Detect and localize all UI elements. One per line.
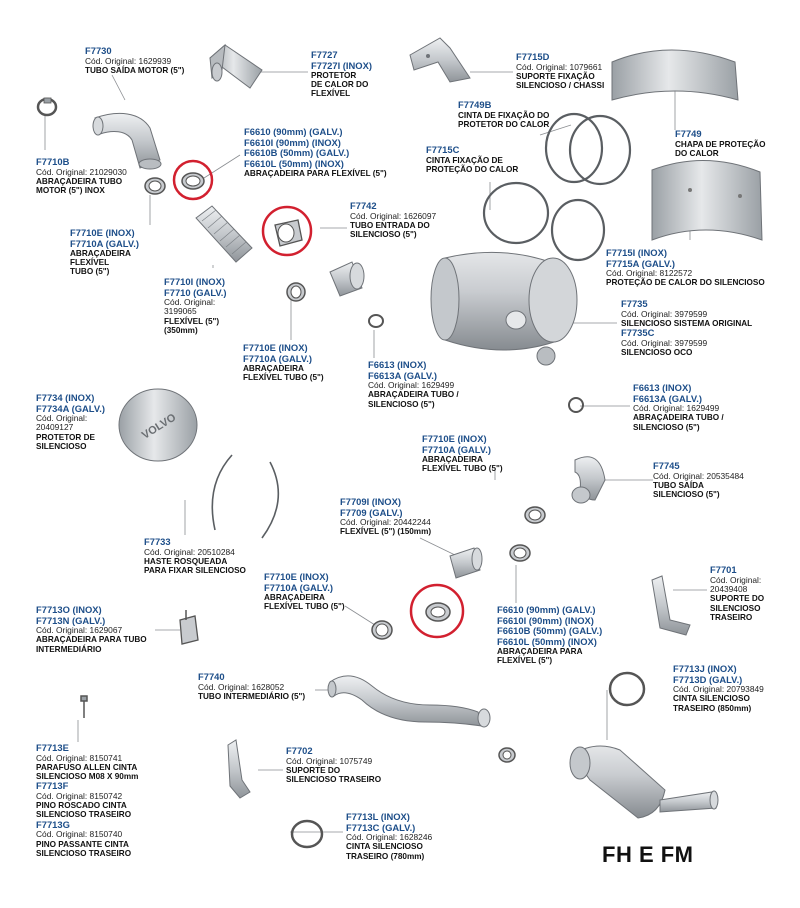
part-small-clamp: [499, 748, 515, 762]
part-rear-muffler-strap-780: [292, 821, 322, 847]
original-code: [516, 63, 604, 72]
original-code-label: Cód. Original:: [85, 55, 137, 66]
original-code-value: 1629067: [89, 625, 123, 636]
part-clamp-flex-tube-b: [287, 283, 305, 301]
original-code: [144, 548, 246, 557]
callout-f7713j: [673, 664, 764, 713]
part-description: ABRAÇADEIRA TUBO /: [368, 390, 459, 400]
original-code-label: Cód. Original:: [286, 755, 338, 766]
original-code-value: 1629499: [686, 403, 720, 414]
part-description: SILENCIOSO / CHASSI: [516, 81, 605, 91]
callout-f7730: [85, 46, 184, 75]
part-description: SUPORTE FIXAÇÃO: [516, 71, 595, 81]
original-code-label: Cód. Original:: [36, 166, 88, 177]
callout-f7749: [675, 129, 766, 158]
callout-f7710e-b: [243, 343, 324, 382]
original-code-label: Cód. Original:: [36, 790, 88, 801]
part-flexible-hose-150: [450, 548, 482, 578]
part-description: TRASEIRO (780mm): [346, 851, 425, 861]
part-code: F7709 (GALV.): [340, 506, 403, 518]
part-code: F7749B: [458, 99, 492, 110]
part-code: F7740: [198, 671, 225, 682]
part-code: F7713D (GALV.): [673, 673, 743, 685]
part-description: TUBO SAÍDA MOTOR (5"): [85, 65, 185, 75]
part-description: ABRAÇADEIRA PARA TUBO: [36, 635, 147, 645]
callout-f7710e-c: [422, 434, 503, 473]
original-code-value: 20793849: [726, 684, 764, 695]
part-code: F6613 (INOX): [368, 359, 427, 370]
callout-f7710b: [36, 157, 127, 195]
original-code: [36, 830, 138, 839]
original-code-value: 1628246: [399, 832, 433, 843]
callout-f7740: [198, 672, 305, 701]
original-code-value: 8122572: [659, 268, 693, 279]
part-muffler-outlet-pipe: [572, 457, 605, 503]
part-code: F6610L (50mm) (INOX): [497, 635, 597, 647]
original-code-value: 20535484: [706, 470, 744, 481]
part-code: F6610L (50mm) (INOX): [244, 157, 344, 169]
part-flex-clamp-c: [510, 545, 530, 561]
part-description: FLEXÍVEL TUBO (5"): [264, 602, 345, 612]
part-engine-pipe-clamp: [38, 98, 56, 115]
part-description: CINTA FIXAÇÃO DE: [426, 155, 503, 165]
part-muffler-heat-protection: [652, 160, 762, 240]
original-code-label: Cód. Original:: [36, 752, 88, 763]
part-description: TRASEIRO (850mm): [673, 703, 752, 713]
part-code: F7710A (GALV.): [243, 352, 312, 364]
part-description: ABRAÇADEIRA: [70, 249, 131, 259]
original-code-value: 3979599: [674, 308, 708, 319]
original-code-label: Cód. Original:: [368, 380, 420, 391]
callout-f7715i: [606, 248, 765, 288]
original-code-label: Cód. Original:: [621, 308, 673, 319]
original-code-value: 3199065: [164, 306, 197, 317]
part-rear-muffler-support: [652, 576, 690, 635]
part-code: F6613A (GALV.): [368, 369, 437, 381]
original-code: [673, 685, 764, 694]
original-code-value: 20442244: [393, 517, 431, 528]
part-code: F6613 (INOX): [633, 382, 692, 393]
part-code: F6610 (90mm) (GALV.): [497, 604, 596, 615]
part-code: F7710A (GALV.): [70, 237, 139, 249]
original-code: [346, 833, 432, 842]
part-code: F7715I (INOX): [606, 247, 667, 258]
original-code: [198, 683, 305, 692]
part-description: ABRAÇADEIRA: [422, 455, 483, 465]
callout-f7701: [710, 565, 764, 622]
part-code: F6610I (90mm) (INOX): [244, 136, 341, 148]
original-code: Cód. Original:: [36, 413, 88, 424]
part-code: F7713G: [36, 818, 70, 830]
part-description: SILENCIOSO TRASEIRO: [286, 775, 382, 785]
part-code: F7727I (INOX): [311, 59, 372, 71]
original-code-value: 1075749: [339, 755, 373, 766]
callout-f7713l: [346, 812, 432, 861]
part-code: F7734A (GALV.): [36, 402, 105, 414]
original-code-label: Cód. Original:: [36, 625, 88, 636]
callout-f7709: [340, 497, 431, 537]
callout-f7715d: [516, 52, 604, 90]
part-code: F7710 (GALV.): [164, 286, 227, 298]
original-code-value: 1629939: [138, 55, 172, 66]
part-description: CINTA SILENCIOSO: [673, 694, 750, 704]
part-flex-heat-shield: [210, 45, 262, 88]
original-code-value: 20409127: [36, 422, 74, 433]
part-code: F7701: [710, 564, 737, 575]
part-code: F7715C: [426, 144, 460, 155]
callout-f7713o: [36, 605, 147, 654]
part-description: FLEXÍVEL (5"): [497, 656, 553, 666]
part-code: F7713N (GALV.): [36, 614, 106, 626]
part-description: FLEXÍVEL TUBO (5"): [243, 373, 324, 383]
original-code: [36, 626, 147, 635]
part-code: F6610I (90mm) (INOX): [497, 614, 594, 626]
part-clamp-flex-tube-c: [525, 507, 545, 523]
part-description: CINTA DE FIXAÇÃO DO: [458, 110, 550, 120]
part-description: SUPORTE DO: [286, 765, 341, 775]
part-description: ABRAÇADEIRA PARA FLEXÍVEL (5"): [244, 169, 387, 179]
part-rear-muffler: [570, 746, 718, 818]
part-description: SILENCIOSO: [710, 603, 761, 613]
part-description: HASTE ROSQUEADA: [144, 556, 228, 566]
part-code: F6613A (GALV.): [633, 392, 702, 404]
diagram-title: FH E FM: [602, 842, 694, 867]
part-code: F7713F: [36, 780, 69, 792]
original-code: Cód. Original:: [164, 297, 216, 308]
original-code: [36, 168, 127, 177]
original-code-value: 20510284: [197, 546, 235, 557]
original-code-value: 8150741: [89, 752, 123, 763]
callout-f6613-a: [368, 360, 459, 409]
part-description: SILENCIOSO (5"): [368, 399, 435, 409]
part-code: F7713O (INOX): [36, 604, 102, 615]
part-description: FLEXÍVEL: [311, 89, 351, 99]
part-intermediate-pipe: [328, 676, 490, 727]
part-description: PARA FIXAR SILENCIOSO: [144, 566, 246, 576]
callout-f6613-b: [633, 383, 724, 432]
part-description: SILENCIOSO M08 X 90mm: [36, 772, 139, 782]
part-clamp-flex-tube-a: [145, 178, 165, 194]
callout-f7710i: [164, 277, 227, 335]
original-code-value: 1626097: [403, 210, 437, 221]
part-description: TUBO SAÍDA: [653, 480, 704, 490]
original-code-value: 1079661: [569, 61, 603, 72]
part-code: F6610B (50mm) (GALV.): [497, 625, 603, 637]
part-code: F7715A (GALV.): [606, 257, 675, 269]
part-description: PROTEÇÃO DO CALOR: [426, 164, 519, 174]
part-code: F7713L (INOX): [346, 811, 410, 822]
part-description: PROTETOR: [311, 71, 357, 81]
part-description: ABRAÇADEIRA TUBO: [36, 176, 123, 186]
original-code: [633, 404, 724, 413]
part-description: ABRAÇADEIRA: [243, 364, 304, 374]
part-threaded-rods: [212, 455, 278, 538]
part-clamp-tube-muffler-a: [369, 315, 383, 327]
part-main-muffler: [431, 252, 577, 365]
part-description: PROTEÇÃO DE CALOR DO SILENCIOSO: [606, 278, 765, 288]
original-code-label: Cód. Original:: [673, 684, 725, 695]
callout-f7727: [311, 50, 372, 99]
callout-f7742: [350, 201, 436, 239]
original-code-value: 8150740: [89, 829, 123, 840]
part-description: PROTETOR DO CALOR: [458, 119, 550, 129]
part-flex-clamp-highlight-b: [263, 207, 311, 255]
part-code: F7713C (GALV.): [346, 821, 416, 833]
original-code: [36, 792, 138, 801]
part-description: SILENCIOSO SISTEMA ORIGINAL: [621, 318, 753, 328]
callout-f6610-top: [244, 127, 387, 178]
part-code: F7713E: [36, 742, 69, 753]
part-muffler-inlet-pipe: [330, 262, 364, 296]
part-muffler-chassis-bracket: [410, 38, 470, 82]
part-flexible-hose-350: [196, 206, 252, 262]
part-code: F7713J (INOX): [673, 663, 737, 674]
part-clamp-flex-tube-d: [372, 621, 392, 639]
original-code-label: Cód. Original:: [633, 403, 685, 414]
part-description: SILENCIOSO (5"): [350, 230, 417, 240]
part-description: CHAPA DE PROTEÇÃO: [675, 139, 766, 149]
part-code: F7710E (INOX): [422, 433, 487, 444]
original-code: [621, 310, 752, 319]
part-code: F7742: [350, 200, 377, 211]
part-description: CINTA SILENCIOSO: [346, 842, 423, 852]
part-code: F7710A (GALV.): [422, 443, 491, 455]
part-description: TUBO INTERMEDIÁRIO (5"): [198, 691, 306, 701]
part-description: SILENCIOSO (5"): [633, 422, 700, 432]
part-code: F7727: [311, 49, 338, 60]
part-description: SILENCIOSO: [36, 442, 87, 452]
original-code-label: Cód. Original:: [350, 210, 402, 221]
original-code-label: Cód. Original:: [653, 470, 705, 481]
part-code: F7710E (INOX): [243, 342, 308, 353]
callout-f7734: [36, 393, 105, 451]
part-description: FLEXÍVEL (5"): [164, 316, 220, 326]
part-description: INTERMEDIÁRIO: [36, 644, 102, 654]
part-heat-shield-straps: [484, 114, 630, 260]
original-code: [286, 757, 381, 766]
part-description: TUBO ENTRADA DO: [350, 220, 430, 230]
part-description: FLEXÍVEL TUBO (5"): [422, 464, 503, 474]
part-description: FLEXÍVEL: [70, 258, 110, 268]
part-clamp-tube-muffler-b: [569, 398, 583, 412]
part-description: PINO ROSCADO CINTA: [36, 801, 127, 811]
original-code-label: Cód. Original:: [606, 268, 658, 279]
original-code-label: Cód. Original:: [198, 681, 250, 692]
part-code: F7734 (INOX): [36, 392, 95, 403]
part-flex-clamp-highlight-c: [411, 585, 463, 637]
part-description: SILENCIOSO (5"): [653, 490, 720, 500]
callout-f6610-bottom: [497, 605, 602, 666]
part-code: F6610 (90mm) (GALV.): [244, 126, 343, 137]
original-code-label: Cód. Original:: [346, 832, 398, 843]
part-description: (350mm): [164, 326, 198, 336]
part-description: ABRAÇADEIRA PARA: [497, 647, 583, 657]
original-code-value: 20439408: [710, 583, 748, 594]
part-rear-muffler-bracket: [228, 740, 250, 798]
original-code-label: Cód. Original:: [36, 829, 88, 840]
original-code-label: Cód. Original:: [340, 517, 392, 528]
original-code-value: 3979599: [674, 337, 708, 348]
part-description: DE CALOR DO: [311, 80, 369, 90]
callout-f7710e-a: [70, 228, 139, 277]
part-description: PROTETOR DE: [36, 432, 95, 442]
callout-f7713efg: [36, 743, 138, 858]
original-code: [368, 381, 459, 390]
part-code: F7745: [653, 460, 680, 471]
part-rear-muffler-strap-850: [610, 673, 644, 705]
part-code: F6610B (50mm) (GALV.): [244, 147, 350, 159]
original-code-label: Cód. Original:: [516, 61, 568, 72]
original-code-value: 8150742: [89, 790, 123, 801]
callout-f7749b: [458, 100, 549, 129]
part-description: SILENCIOSO TRASEIRO: [36, 810, 132, 820]
part-description: TUBO (5"): [70, 267, 110, 277]
part-description: PARAFUSO ALLEN CINTA: [36, 762, 138, 772]
original-code: [36, 754, 138, 763]
callout-f7745: [653, 461, 744, 499]
part-description: SILENCIOSO TRASEIRO: [36, 848, 132, 858]
part-muffler-protector-plate: [119, 389, 197, 461]
callout-f7710e-d: [264, 572, 345, 611]
part-code: F7715D: [516, 51, 550, 62]
part-description: PINO PASSANTE CINTA: [36, 839, 129, 849]
part-code: F7730: [85, 45, 112, 56]
volvo-logo-text: VOLVO: [139, 411, 179, 442]
part-code: F7710B: [36, 156, 70, 167]
part-description: DO CALOR: [675, 148, 719, 158]
original-code: [621, 339, 752, 348]
part-flex-clamp-highlight-a: [174, 161, 212, 199]
part-code: F7735C: [621, 327, 655, 339]
part-code: F7749: [675, 128, 702, 139]
callout-f7735: [621, 299, 752, 357]
part-code: F7710E (INOX): [264, 571, 329, 582]
part-intermediate-pipe-clamp: [180, 610, 198, 644]
original-code: [350, 212, 436, 221]
callout-f7715c: [426, 145, 518, 174]
callout-f7733: [144, 537, 246, 575]
part-code: F7702: [286, 745, 313, 756]
callout-f7702: [286, 746, 381, 784]
part-description: FLEXÍVEL (5") (150mm): [340, 527, 432, 537]
part-description: SUPORTE DO: [710, 594, 765, 604]
original-code-value: 1628052: [251, 681, 285, 692]
original-code: [85, 57, 184, 66]
part-code: F7733: [144, 536, 171, 547]
original-code-label: Cód. Original:: [144, 546, 196, 557]
original-code: [653, 472, 744, 481]
part-description: MOTOR (5") INOX: [36, 186, 105, 196]
part-description: ABRAÇADEIRA TUBO /: [633, 413, 724, 423]
original-code-value: 1629499: [421, 380, 455, 391]
part-strap-bolt: [81, 696, 87, 718]
original-code-label: Cód. Original:: [621, 337, 673, 348]
part-code: F7710A (GALV.): [264, 581, 333, 593]
part-code: F7710E (INOX): [70, 227, 135, 238]
part-description: ABRAÇADEIRA: [264, 593, 325, 603]
part-description: TRASEIRO: [710, 612, 753, 622]
part-code: F7735: [621, 298, 648, 309]
part-description: SILENCIOSO OCO: [621, 348, 693, 358]
original-code-value: 21029030: [89, 166, 127, 177]
part-code: F7710I (INOX): [164, 276, 225, 287]
original-code: Cód. Original:: [710, 574, 762, 585]
part-code: F7709I (INOX): [340, 496, 401, 507]
